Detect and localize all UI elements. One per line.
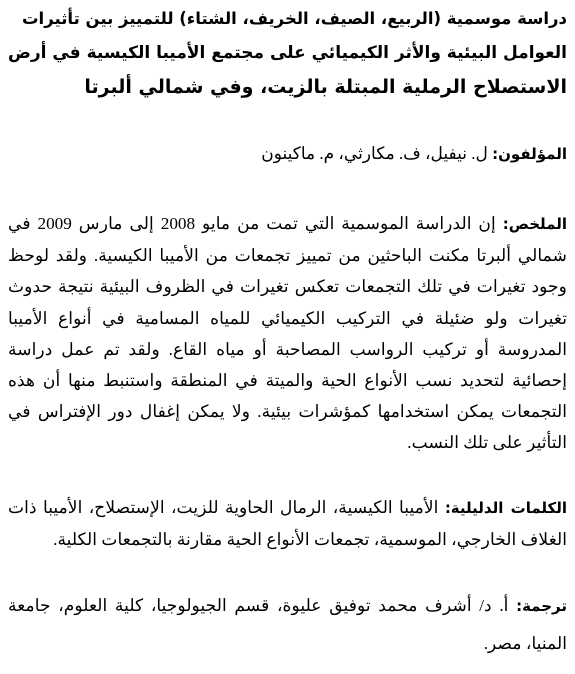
document-title [8,2,567,104]
keywords-text: الأميبا الكيسية، الرمال الحاوية للزيت، الإستصلاح، الأميبا ذات الغلاف الخارجي، الموسمية، تجمعات الأنواع الحية مقارنة بالتجمعات الكلية. [8,497,567,549]
document-page [8,2,567,662]
authors-names: ل. نيفيل، ف. مكارثي، م. ماكينون [261,144,488,163]
title-line-1: دراسة موسمية (الربيع، الصيف، الخريف، الشتاء) للتمييز بين تأثيرات [21,9,567,28]
translation-text: أ. د/ أشرف محمد توفيق عليوة، قسم الجيولوجيا، كلية العلوم، جامعة المنيا، مصر. [8,595,567,653]
abstract-label: الملخص: [502,215,567,233]
authors-label: المؤلفون: [492,145,567,163]
title-line-3: الاستصلاح الرملية المبتلة بالزيت، وفي شمالي ألبرتا [84,76,567,98]
authors-paragraph [8,142,567,166]
translation-label: ترجمة: [516,596,568,615]
translation-paragraph [8,587,567,662]
title-line-2: العوامل البيئية والأثر الكيميائي على مجتمع الأميبا الكيسية في أرض [7,43,567,63]
abstract-text: إن الدراسة الموسمية التي تمت من مايو 2008 إلى مارس 2009 في شمالي ألبرتا مكنت الباحثين من تمييز تجمعات من الأميبا الكيسية. ولقد لوحظ وجود تغيرات في تلك التجمعات تعكس تغيرات في الظروف البيئية نتيجة حدوث تغيرات ولو ضئيلة في التركيب الكيميائي للمياه المسامية في أنواع الأميبا المدروسة أو تركيب الرواسب المصاحبة أو مياه القاع. ولقد تم عمل دراسة إحصائية لتحديد نسب الأنواع الحية والميتة في المنطقة واستنبط منها أن هذه التجمعات يمكن استخدامها كمؤشرات بيئية. ولا يمكن إغفال دور الإفتراس في التأثير على تلك النسب. [8,214,567,453]
abstract-paragraph [8,208,567,459]
keywords-label: الكلمات الدليلية: [444,498,568,517]
keywords-paragraph [8,492,567,555]
